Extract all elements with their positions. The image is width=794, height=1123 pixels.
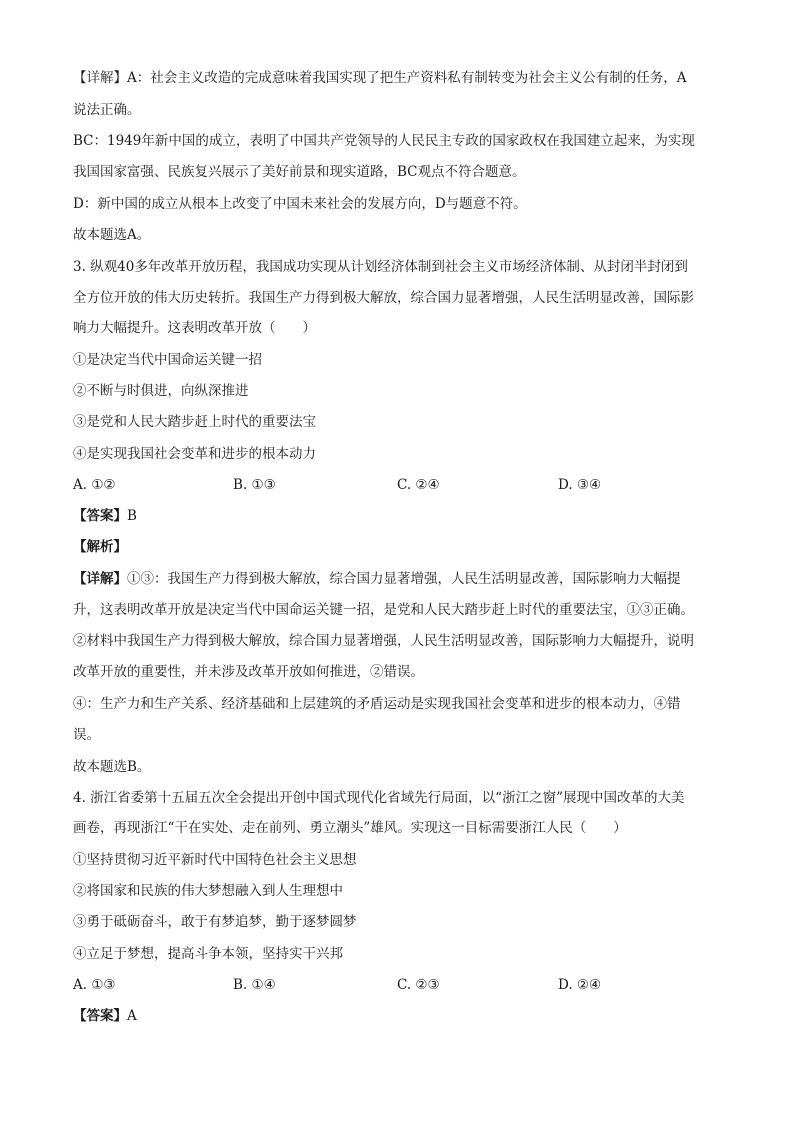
q3-option-a: A. ①② bbox=[73, 477, 116, 493]
q3-detail-line-6: 误。 bbox=[73, 727, 100, 743]
q3-item-4: ④是实现我国社会变革和进步的根本动力 bbox=[73, 446, 316, 462]
q4-stem-line-1: 4. 浙江省委第十五届五次全会提出开创中国式现代化省域先行局面，以“浙江之窗”展现中国改革的大美 bbox=[73, 790, 685, 806]
q3-answer-tag: 【答案】 bbox=[73, 508, 127, 524]
q3-analysis-tag: 【解析】 bbox=[73, 539, 127, 555]
q4-answer-tag: 【答案】 bbox=[73, 1008, 127, 1024]
q3-analysis-heading bbox=[73, 537, 733, 557]
q3-detail-line-4: 改革开放的重要性，并未涉及改革开放如何推进，②错误。 bbox=[73, 664, 424, 680]
q4-item-3: ③勇于砥砺奋斗，敢于有梦追梦，勤于逐梦圆梦 bbox=[73, 914, 357, 930]
q2-detail-line-2: 说法正确。 bbox=[73, 102, 141, 118]
q3-detail-line-2: 升，这表明改革开放是决定当代中国命运关键一招，是党和人民大踏步赶上时代的重要法宝，①③正确。 bbox=[73, 602, 694, 618]
q4-option-c: C. ②③ bbox=[397, 977, 440, 993]
q4-item-2: ②将国家和民族的伟大梦想融入到人生理想中 bbox=[73, 883, 343, 899]
q4-option-a: A. ①③ bbox=[73, 977, 116, 993]
q3-option-c: C. ②④ bbox=[397, 477, 440, 493]
q3-detail-text-1: ①③：我国生产力得到极大解放，综合国力显著增强，人民生活明显改善，国际影响力大幅提 bbox=[127, 571, 681, 587]
q3-option-d: D. ③④ bbox=[558, 477, 602, 493]
q3-item-2: ②不断与时俱进，向纵深推进 bbox=[73, 383, 249, 399]
q4-answer bbox=[73, 1006, 733, 1026]
q3-answer-value: B bbox=[127, 508, 137, 524]
q4-item-1: ①坚持贯彻习近平新时代中国特色社会主义思想 bbox=[73, 852, 357, 868]
q3-detail-line-1 bbox=[73, 569, 733, 589]
q2-detail-line-3: BC：1949年新中国的成立，表明了中国共产党领导的人民民主专政的国家政权在我国建立起来，为实现 bbox=[73, 133, 695, 149]
q3-stem-line-1: 3. 纵观40多年改革开放历程，我国成功实现从计划经济体制到社会主义市场经济体制、从封闭半封闭到 bbox=[73, 259, 688, 275]
q3-stem-line-2: 全方位开放的伟大历史转折。我国生产力得到极大解放，综合国力显著增强，人民生活明显改善，国际影 bbox=[73, 290, 694, 306]
q3-conclusion: 故本题选B。 bbox=[73, 759, 151, 775]
q2-detail-line-4: 我国国家富强、民族复兴展示了美好前景和现实道路，BC观点不符合题意。 bbox=[73, 164, 526, 180]
q2-conclusion: 故本题选A。 bbox=[73, 227, 151, 243]
q3-item-3: ③是党和人民大踏步赶上时代的重要法宝 bbox=[73, 414, 316, 430]
q4-stem-line-2: 画卷，再现浙江“干在实处、走在前列、勇立潮头”雄风。实现这一目标需要浙江人民（ ） bbox=[73, 820, 627, 836]
q3-item-1: ①是决定当代中国命运关键一招 bbox=[73, 352, 262, 368]
q2-detail-line-5: D：新中国的成立从根本上改变了中国未来社会的发展方向，D与题意不符。 bbox=[73, 196, 527, 212]
q3-detail-tag: 【详解】 bbox=[73, 571, 127, 587]
q2-detail-line-1: 【详解】A：社会主义改造的完成意味着我国实现了把生产资料私有制转变为社会主义公有制的任务，A bbox=[73, 70, 687, 86]
q3-stem-line-3: 响力大幅提升。这表明改革开放（ ） bbox=[73, 320, 316, 336]
q4-option-d: D. ②④ bbox=[558, 977, 602, 993]
q3-option-b: B. ①③ bbox=[233, 477, 276, 493]
q3-detail-line-5: ④：生产力和生产关系、经济基础和上层建筑的矛盾运动是实现我国社会变革和进步的根本动力，④错 bbox=[73, 696, 681, 712]
q4-answer-value: A bbox=[127, 1008, 137, 1024]
q4-option-b: B. ①④ bbox=[233, 977, 276, 993]
q3-detail-line-3: ②材料中我国生产力得到极大解放，综合国力显著增强，人民生活明显改善，国际影响力大幅提升，说明 bbox=[73, 633, 694, 649]
q3-answer bbox=[73, 506, 733, 526]
q4-item-4: ④立足于梦想，提高斗争本领，坚持实干兴邦 bbox=[73, 946, 343, 962]
